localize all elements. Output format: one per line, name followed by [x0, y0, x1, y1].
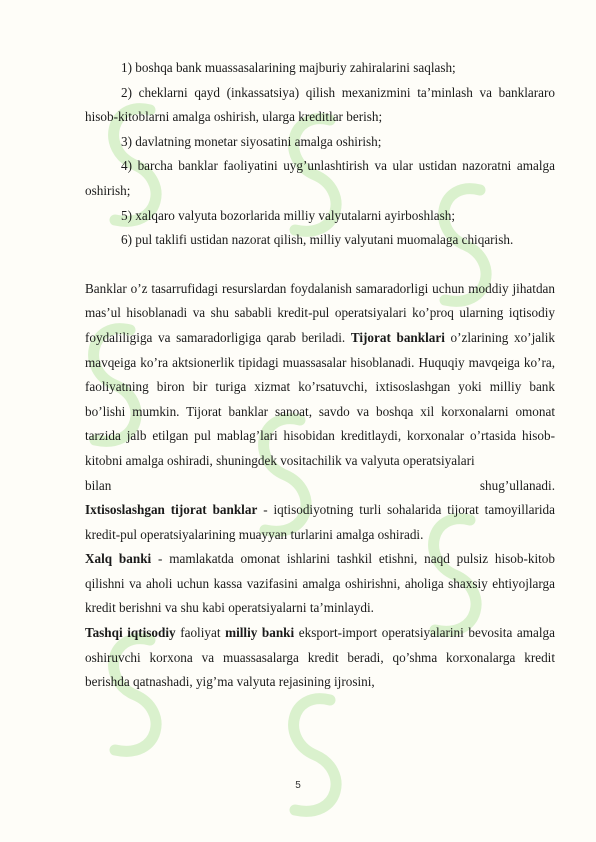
- term-ixtisoslashgan: Ixtisoslashgan tijorat banklar: [85, 502, 258, 518]
- list-item: 6) pul taklifi ustidan nazorat qilish, milliy valyutani muomalaga chiqarish.: [121, 232, 514, 248]
- list-item: 1) boshqa bank muassasalarining majburiy zahiralarini saqlash;: [121, 60, 456, 75]
- paragraph: [85, 498, 555, 547]
- tail-left-text: bilan: [85, 477, 112, 493]
- paragraph: [85, 277, 555, 474]
- watermark-glyph: [294, 699, 336, 812]
- paragraph-gap: [85, 253, 555, 277]
- paragraph: [85, 547, 555, 621]
- term-tashqi-iqtisodiy: Tashqi iqtisodiy: [85, 625, 176, 641]
- list-item: 4) barcha banklar faoliyatini uyg’unlashtirish va ular ustidan nazoratni amalga oshirish;: [85, 158, 555, 198]
- list-item: 3) davlatning monetar siyosatini amalga oshirish;: [121, 133, 382, 149]
- paragraph-tail: [85, 474, 555, 499]
- paragraph-text: o’zlarining xo’jalik mavqeiga ko’ra aktsionerlik tipidagi muassasalar hisoblanadi. Huquqiy mavqeiga ko’ra, faoliyatning biron bir turiga xizmat ko’rsatuvchi, ixtisoslashgan yoki milliy bank bo’lishi mumkin. Tijorat banklar sanoat, savdo va boshqa xil korxonalarni omonat tarzida jalb etilgan pul mablag’lari hisobidan kreditlaydi, korxonalar o’rtasida hisob-kitobni amalga oshiradi, shuningdek vositachilik va valyuta operatsiyalari: [85, 329, 556, 468]
- term-xalq-banki: Xalq banki: [85, 551, 152, 567]
- paragraph-text: - iqtisodiyotning turli sohalarida tijorat tamoyillarida kredit-pul operatsiyalarining muayyan turlarini amalga oshiradi.: [85, 502, 555, 542]
- paragraph-text: eksport-import operatsiyalarini bevosita amalga oshiruvchi korxona va muassasalarga kredit beradi, qo’shma korxonalarga kredit berishda qatnashadi, yig’ma valyuta rejasining ijrosini,: [85, 625, 555, 690]
- paragraph-text: - mamlakatda omonat ishlarini tashkil etishni, naqd pulsiz hisob-kitob qilishni va aholi uchun kassa vazifasini amalga oshirishni, aholiga shaxsiy ehtiyojlarga kredit berishni va shu kabi operatsiyalarni ta’minlaydi.: [85, 551, 555, 616]
- list-item: 5) xalqaro valyuta bozorlarida milliy valyutalarni ayirboshlash;: [121, 207, 455, 223]
- page-number: 5: [295, 780, 301, 791]
- term-milliy-banki: milliy banki: [225, 625, 295, 641]
- paragraph-text: Banklar o’z tasarrufidagi resurslardan foydalanish samaradorligi uchun moddiy jihatdan mas’ul hisoblanadi va shu sababli kredit-pul operatsiyalari ko’proq ularning iqtisodiy foydaliligiga va samaradorligiga qarab beriladi.: [85, 280, 555, 345]
- paragraph-text: faoliyat: [175, 625, 226, 641]
- tail-right-text: shug’ullanadi.: [479, 477, 555, 493]
- term-tijorat-banklari: Tijorat banklari: [350, 329, 445, 345]
- paragraph: [85, 621, 555, 695]
- document-body: [85, 56, 555, 695]
- list-item: 2) cheklarni qayd (inkassatsiya) qilish mexanizmini ta’minlash va banklararo hisob-kitoblarni amalga oshirish, ularga kreditlar berish;: [85, 84, 555, 125]
